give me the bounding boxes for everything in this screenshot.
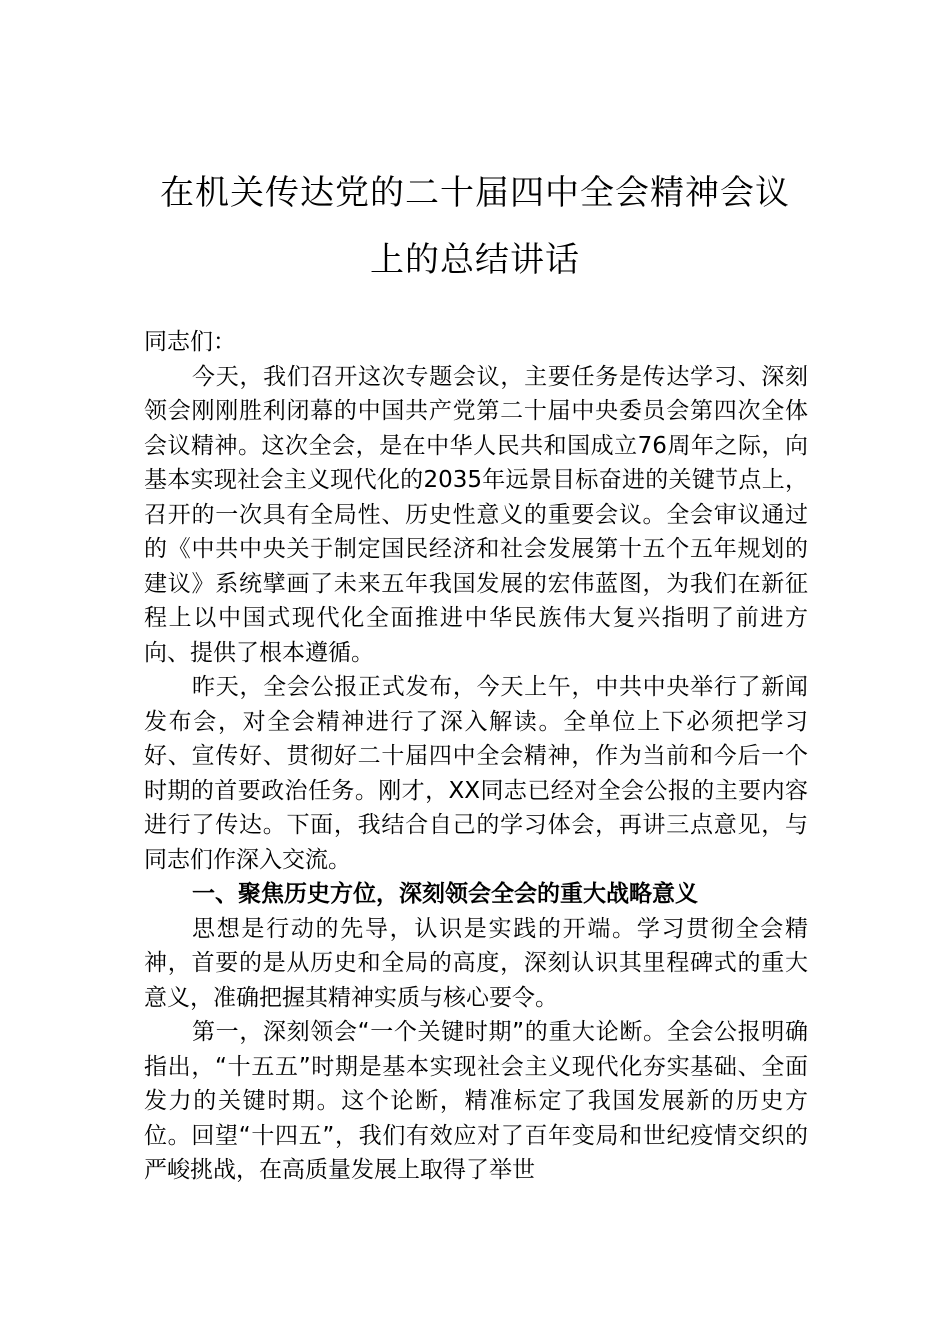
salutation: 同志们： [144,329,236,355]
body-paragraph: 第一，深刻领会“一个关键时期”的重大论断。全会公报明确指出，“十五五”时期是基本实现社会主义现代化夯实基础、全面发力的关键时期。这个论断，精准标定了我国发展新的历史方位。回望“十四五”，我们有效应对了百年变局和世纪疫情交织的严峻挑战，在高质量发展上取得了举世 [144,1019,808,1183]
document-title-line-1: 在机关传达党的二十届四中全会精神会议 [160,173,790,213]
document-body [144,325,808,1188]
body-paragraph: 昨天，全会公报正式发布，今天上午，中共中央举行了新闻发布会，对全会精神进行了深入解读。全单位上下必须把学习好、宣传好、贯彻好二十届四中全会精神，作为当前和今后一个时期的首要政治任务。刚才，XX同志已经对全会公报的主要内容进行了传达。下面，我结合自己的学习体会，再讲三点意见，与同志们作深入交流。 [144,674,808,873]
body-paragraph: 思想是行动的先导，认识是实践的开端。学习贯彻全会精神，首要的是从历史和全局的高度，深刻认识其里程碑式的重大意义，准确把握其精神实质与核心要令。 [144,915,808,1011]
section-heading: 一、聚焦历史方位，深刻领会全会的重大战略意义 [192,881,698,907]
body-paragraph: 今天，我们召开这次专题会议，主要任务是传达学习、深刻领会刚刚胜利闭幕的中国共产党第二十届中央委员会第四次全体会议精神。这次全会，是在中华人民共和国成立76周年之际，向基本实现社会主义现代化的2035年远景目标奋进的关键节点上，召开的一次具有全局性、历史性意义的重要会议。全会审议通过的《中共中央关于制定国民经济和社会发展第十五个五年规划的建议》系统擘画了未来五年我国发展的宏伟蓝图，为我们在新征程上以中国式现代化全面推进中华民族伟大复兴指明了前进方向、提供了根本遵循。 [144,363,808,666]
document-title-line-2: 上的总结讲话 [370,240,580,280]
